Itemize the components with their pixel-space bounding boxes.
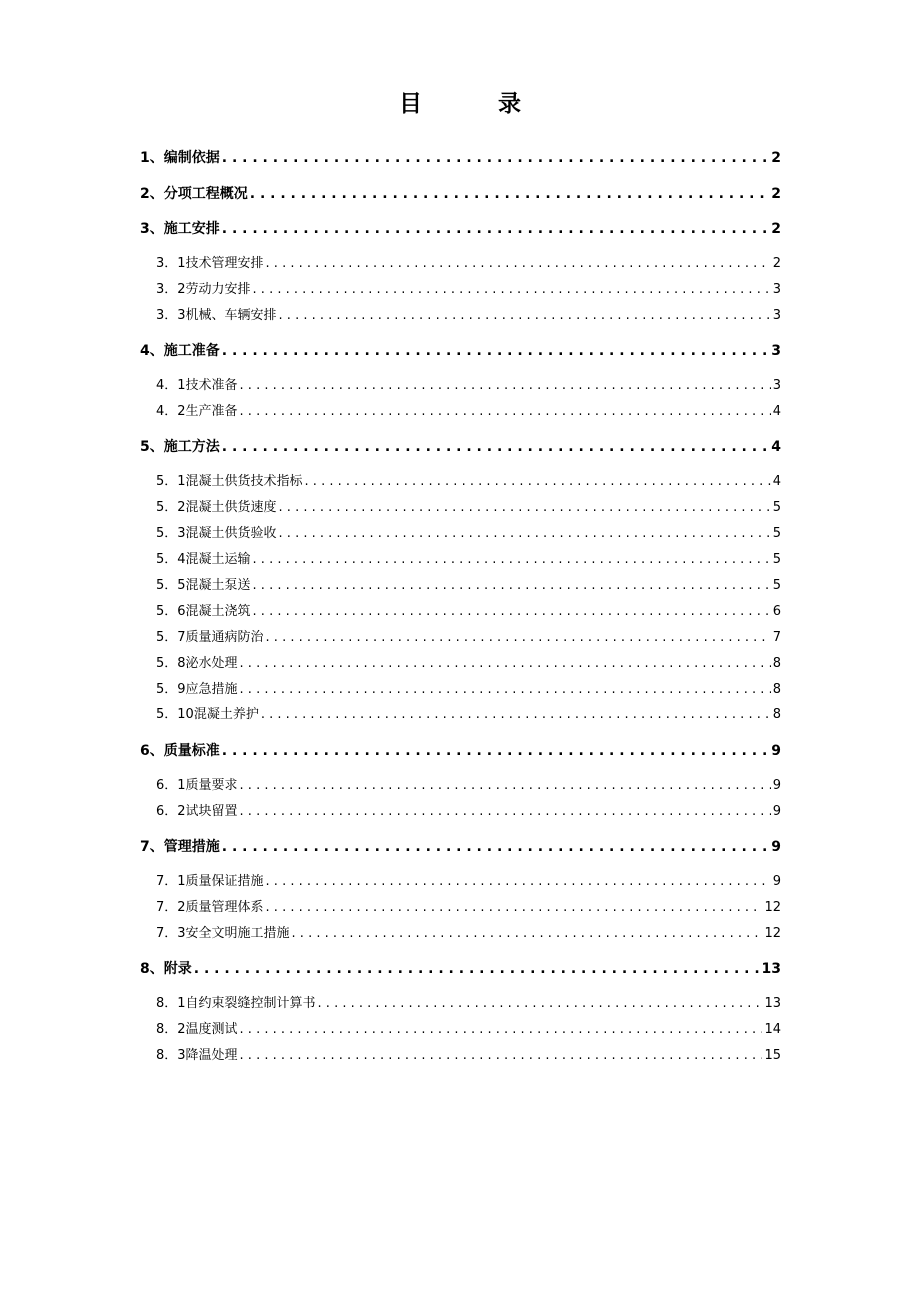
toc-dot-leader xyxy=(318,994,763,1014)
toc-dot-leader xyxy=(279,524,771,544)
toc-page-number: 2 xyxy=(771,150,781,166)
toc-subsection-entry[interactable] xyxy=(156,924,781,944)
toc-subsection-entry[interactable] xyxy=(156,280,781,300)
toc-dot-leader xyxy=(279,498,771,518)
toc-page-number: 12 xyxy=(764,926,781,941)
toc-subsection-entry[interactable] xyxy=(156,994,781,1014)
toc-entry-label: 6．2试块留置 xyxy=(156,804,238,819)
toc-entry-label: 5．5混凝土泵送 xyxy=(156,578,251,593)
toc-page-number: 4 xyxy=(772,474,781,489)
toc-page-number: 8 xyxy=(772,682,781,697)
toc-entry-label: 4．2生产准备 xyxy=(156,404,238,419)
toc-subsection-entry[interactable] xyxy=(156,402,781,422)
toc-page-number: 3 xyxy=(772,378,781,393)
toc-subsection-entry[interactable] xyxy=(156,628,781,648)
toc-page-number: 5 xyxy=(772,500,781,515)
toc-entry-label: 6．1质量要求 xyxy=(156,778,238,793)
toc-page-number: 9 xyxy=(771,839,781,855)
toc-entry-label: 8．3降温处理 xyxy=(156,1048,238,1063)
toc-dot-leader xyxy=(222,741,770,761)
toc-dot-leader xyxy=(240,680,771,700)
toc-subsection-entry[interactable] xyxy=(156,872,781,892)
toc-page-number: 9 xyxy=(772,778,781,793)
toc-dot-leader xyxy=(292,924,763,944)
toc-entry-label: 4．1技术准备 xyxy=(156,378,238,393)
toc-page-number: 2 xyxy=(771,186,781,202)
toc-entry-label: 4、施工准备 xyxy=(140,343,220,359)
toc-entry-label: 3．1技术管理安排 xyxy=(156,256,264,271)
toc-page-number: 12 xyxy=(764,900,781,915)
toc-entry-label: 5．10混凝土养护 xyxy=(156,707,259,722)
toc-section-entry[interactable] xyxy=(140,437,781,457)
toc-page-number: 3 xyxy=(772,282,781,297)
toc-entry-label: 5．7质量通病防治 xyxy=(156,630,264,645)
toc-entry-label: 3．2劳动力安排 xyxy=(156,282,251,297)
toc-section-entry[interactable] xyxy=(140,219,781,239)
toc-dot-leader xyxy=(240,376,771,396)
toc-subsection-entry[interactable] xyxy=(156,254,781,274)
toc-dot-leader xyxy=(222,437,770,457)
toc-subsection-entry[interactable] xyxy=(156,524,781,544)
toc-page-number: 5 xyxy=(772,526,781,541)
toc-dot-leader xyxy=(250,184,770,204)
toc-subsection-entry[interactable] xyxy=(156,1020,781,1040)
toc-dot-leader xyxy=(222,341,770,361)
toc-dot-leader xyxy=(222,837,770,857)
toc-page-number: 8 xyxy=(772,707,781,722)
toc-page-number: 7 xyxy=(772,630,781,645)
toc-dot-leader xyxy=(266,898,763,918)
page-title: 目 录 xyxy=(398,91,555,117)
toc-subsection-entry[interactable] xyxy=(156,376,781,396)
toc-page-number: 8 xyxy=(772,656,781,671)
toc-subsection-entry[interactable] xyxy=(156,680,781,700)
toc-page-number: 4 xyxy=(771,439,781,455)
toc-dot-leader xyxy=(253,280,771,300)
toc-subsection-entry[interactable] xyxy=(156,802,781,822)
toc-page-number: 3 xyxy=(771,343,781,359)
toc-page-number: 5 xyxy=(772,578,781,593)
toc-dot-leader xyxy=(279,306,771,326)
toc-dot-leader xyxy=(240,1046,763,1066)
toc-page-number: 13 xyxy=(761,961,781,977)
toc-dot-leader xyxy=(253,576,771,596)
toc-subsection-entry[interactable] xyxy=(156,576,781,596)
toc-dot-leader xyxy=(253,602,771,622)
toc-entry-label: 5．2混凝土供货速度 xyxy=(156,500,277,515)
toc-entry-label: 7．3安全文明施工措施 xyxy=(156,926,290,941)
toc-entry-label: 3．3机械、车辆安排 xyxy=(156,308,277,323)
toc-dot-leader xyxy=(266,628,771,648)
toc-subsection-entry[interactable] xyxy=(156,776,781,796)
toc-dot-leader xyxy=(261,705,771,725)
toc-entry-label: 7．1质量保证措施 xyxy=(156,874,264,889)
toc-page-number: 13 xyxy=(764,996,781,1011)
toc-entry-label: 5、施工方法 xyxy=(140,439,220,455)
toc-subsection-entry[interactable] xyxy=(156,550,781,570)
toc-dot-leader xyxy=(240,802,771,822)
toc-section-entry[interactable] xyxy=(140,741,781,761)
toc-page-number: 4 xyxy=(772,404,781,419)
toc-dot-leader xyxy=(240,1020,763,1040)
toc-entry-label: 5．1混凝土供货技术指标 xyxy=(156,474,303,489)
toc-subsection-entry[interactable] xyxy=(156,498,781,518)
toc-page-number: 9 xyxy=(772,874,781,889)
toc-page-number: 14 xyxy=(764,1022,781,1037)
toc-page-number: 2 xyxy=(772,256,781,271)
toc-entry-label: 5．8泌水处理 xyxy=(156,656,238,671)
toc-section-entry[interactable] xyxy=(140,148,781,168)
toc-dot-leader xyxy=(240,654,771,674)
toc-page-number: 15 xyxy=(764,1048,781,1063)
toc-entry-label: 8．1自约束裂缝控制计算书 xyxy=(156,996,316,1011)
toc-subsection-entry[interactable] xyxy=(156,705,781,725)
toc-dot-leader xyxy=(266,872,771,892)
toc-entry-label: 3、施工安排 xyxy=(140,221,220,237)
toc-page-number: 9 xyxy=(772,804,781,819)
toc-page-number: 9 xyxy=(771,743,781,759)
toc-entry-label: 1、编制依据 xyxy=(140,150,220,166)
toc-section-entry[interactable] xyxy=(140,341,781,361)
toc-entry-label: 7、管理措施 xyxy=(140,839,220,855)
toc-entry-label: 6、质量标准 xyxy=(140,743,220,759)
toc-dot-leader xyxy=(222,219,770,239)
toc-dot-leader xyxy=(253,550,771,570)
toc-subsection-entry[interactable] xyxy=(156,602,781,622)
toc-entry-label: 7．2质量管理体系 xyxy=(156,900,264,915)
toc-subsection-entry[interactable] xyxy=(156,1046,781,1066)
toc-subsection-entry[interactable] xyxy=(156,306,781,326)
toc-dot-leader xyxy=(194,959,760,979)
toc-entry-label: 5．4混凝土运输 xyxy=(156,552,251,567)
toc-entry-label: 8、附录 xyxy=(140,961,192,977)
toc-entry-label: 2、分项工程概况 xyxy=(140,186,248,202)
toc-dot-leader xyxy=(222,148,770,168)
toc-entry-label: 5．6混凝土浇筑 xyxy=(156,604,251,619)
toc-dot-leader xyxy=(240,776,771,796)
toc-entry-label: 8．2温度测试 xyxy=(156,1022,238,1037)
toc-dot-leader xyxy=(240,402,771,422)
toc-entry-label: 5．9应急措施 xyxy=(156,682,238,697)
toc-entry-label: 5．3混凝土供货验收 xyxy=(156,526,277,541)
toc-subsection-entry[interactable] xyxy=(156,898,781,918)
toc-section-entry[interactable] xyxy=(140,837,781,857)
toc-subsection-entry[interactable] xyxy=(156,654,781,674)
toc-dot-leader xyxy=(266,254,771,274)
toc-page-number: 6 xyxy=(772,604,781,619)
toc-section-entry[interactable] xyxy=(140,959,781,979)
toc-subsection-entry[interactable] xyxy=(156,472,781,492)
toc-section-entry[interactable] xyxy=(140,184,781,204)
toc-page-number: 5 xyxy=(772,552,781,567)
toc-page-number: 2 xyxy=(771,221,781,237)
toc-page-number: 3 xyxy=(772,308,781,323)
toc-dot-leader xyxy=(305,472,771,492)
